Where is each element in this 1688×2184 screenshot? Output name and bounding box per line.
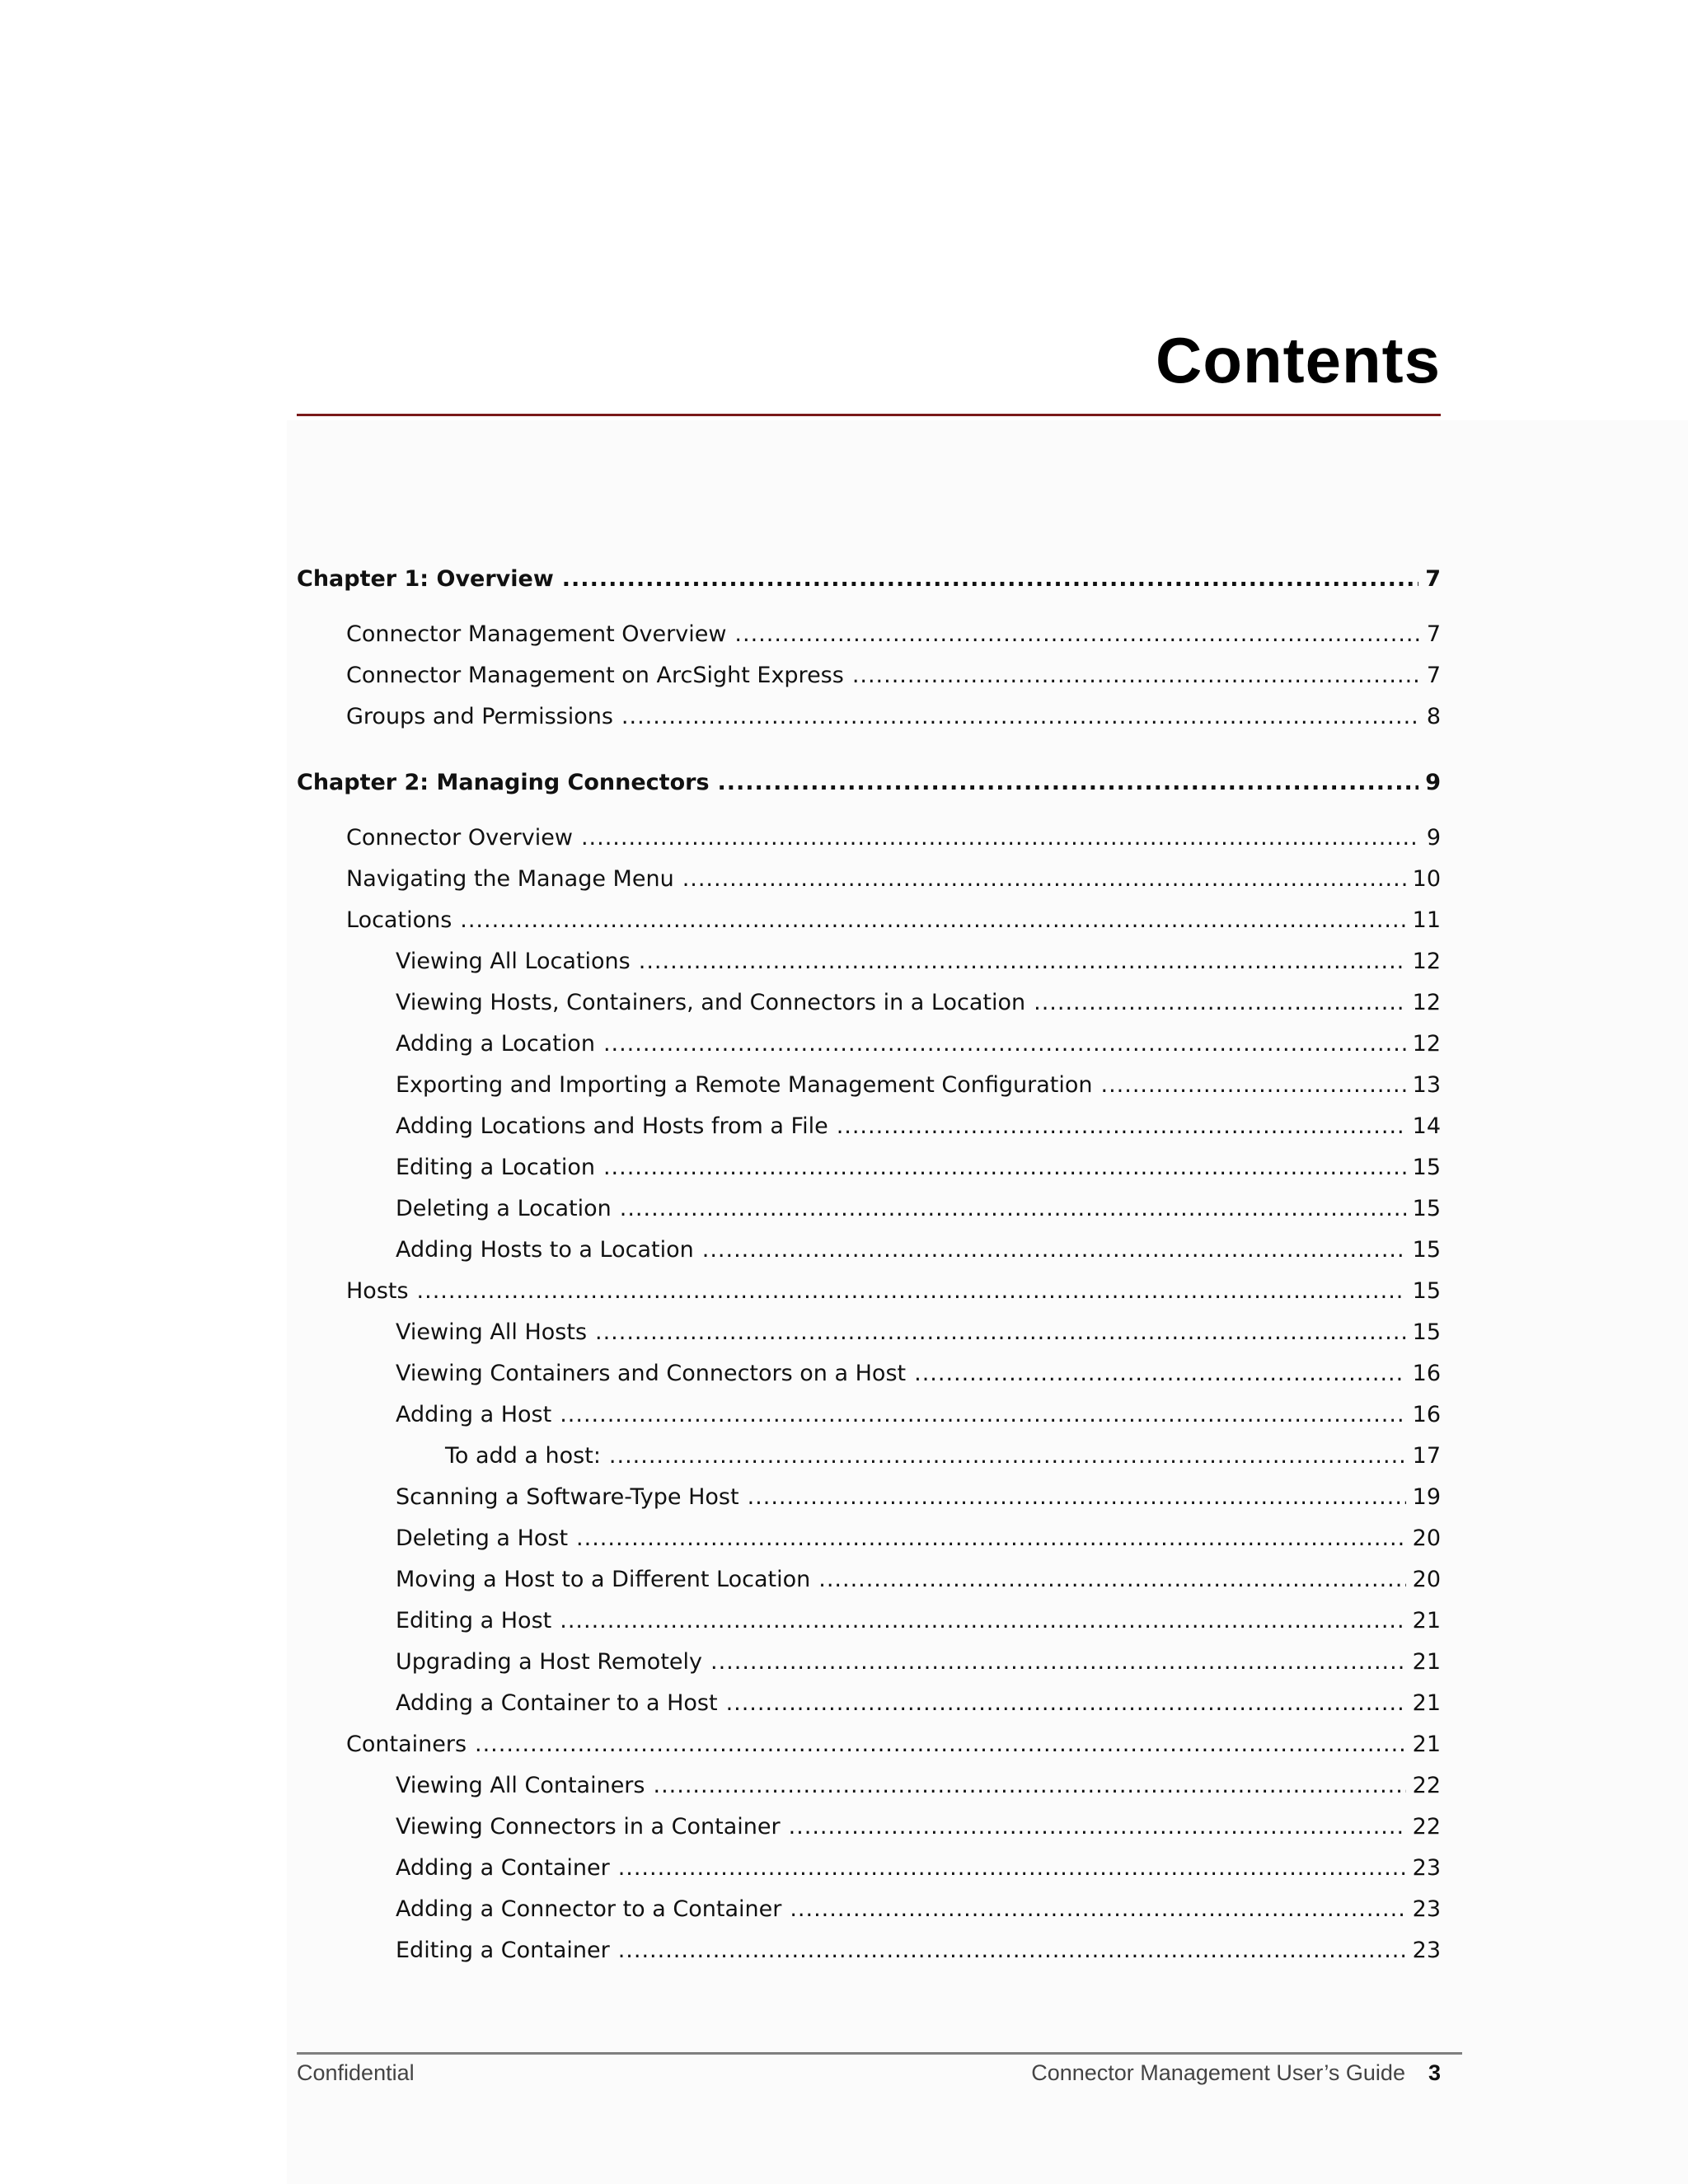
toc-entry-label: Moving a Host to a Different Location — [396, 1567, 811, 1592]
toc-entry-page: 7 — [1426, 621, 1441, 647]
toc-entry-page: 10 — [1412, 866, 1441, 892]
toc-leader-dots — [618, 1852, 1406, 1885]
toc-entry-label: Connector Management on ArcSight Express — [346, 663, 844, 688]
toc-leader-dots — [682, 863, 1406, 896]
toc-leader-dots — [789, 1811, 1406, 1844]
toc-entry-label: Viewing Connectors in a Container — [396, 1814, 781, 1840]
toc-entry[interactable] — [297, 1151, 1441, 1184]
toc-entry[interactable] — [297, 1646, 1441, 1679]
toc-entry-label: Deleting a Host — [396, 1526, 569, 1551]
page-title: Contents — [1156, 324, 1441, 396]
footer-rule — [297, 2052, 1462, 2055]
toc-leader-dots — [475, 1728, 1406, 1761]
footer-page-number: 3 — [1428, 2060, 1441, 2085]
toc-leader-dots — [748, 1481, 1406, 1514]
toc-entry-label: To add a host: — [445, 1443, 601, 1469]
toc-entry-page: 15 — [1412, 1155, 1441, 1180]
toc-entry[interactable] — [297, 1275, 1441, 1308]
toc-entry-label: Connector Management Overview — [346, 621, 727, 647]
toc-entry-label: Editing a Host — [396, 1608, 552, 1633]
toc-leader-dots — [718, 766, 1419, 799]
toc-leader-dots — [620, 1193, 1406, 1226]
toc-entry-page: 20 — [1412, 1567, 1441, 1592]
toc-entry-label: Editing a Location — [396, 1155, 595, 1180]
toc-entry[interactable] — [297, 1316, 1441, 1349]
toc-entry[interactable] — [297, 1234, 1441, 1267]
toc-entry[interactable] — [297, 659, 1441, 692]
toc-leader-dots — [417, 1275, 1406, 1308]
toc-entry-page: 8 — [1426, 704, 1441, 729]
toc-entry-page: 12 — [1412, 1031, 1441, 1057]
toc-entry[interactable] — [297, 1769, 1441, 1802]
toc-leader-dots — [1100, 1069, 1405, 1102]
toc-entry-label: Groups and Permissions — [346, 704, 613, 729]
toc-leader-dots — [639, 945, 1406, 978]
toc-leader-dots — [562, 563, 1418, 596]
toc-entry-label: Chapter 1: Overview — [297, 566, 554, 592]
toc-entry[interactable] — [297, 1028, 1441, 1061]
toc-leader-dots — [914, 1357, 1406, 1390]
toc-entry-page: 13 — [1412, 1072, 1441, 1098]
toc-entry-label: Adding a Host — [396, 1402, 552, 1427]
toc-entry-label: Viewing All Hosts — [396, 1319, 588, 1345]
toc-entry[interactable] — [297, 1728, 1441, 1761]
toc-entry-page: 11 — [1412, 907, 1441, 933]
toc-entry-label: Containers — [346, 1732, 467, 1757]
toc-entry-page: 14 — [1412, 1113, 1441, 1139]
toc-entry-page: 15 — [1412, 1278, 1441, 1304]
toc-chapter-1[interactable] — [297, 563, 1441, 596]
toc-entry[interactable] — [297, 1069, 1441, 1102]
toc-leader-dots — [852, 659, 1420, 692]
toc-entry-page: 9 — [1425, 770, 1441, 795]
toc-entry[interactable] — [297, 1934, 1441, 1967]
toc-entry-page: 15 — [1412, 1237, 1441, 1263]
toc-entry-label: Scanning a Software-Type Host — [396, 1484, 739, 1510]
toc-entry-page: 16 — [1412, 1361, 1441, 1386]
toc-entry[interactable] — [297, 1440, 1441, 1473]
toc-entry-page: 21 — [1412, 1649, 1441, 1675]
toc-entry[interactable] — [297, 822, 1441, 855]
toc-entry-label: Adding Hosts to a Location — [396, 1237, 694, 1263]
toc-entry[interactable] — [297, 1522, 1441, 1555]
toc-entry[interactable] — [297, 1481, 1441, 1514]
toc-entry-label: Viewing All Containers — [396, 1773, 645, 1798]
toc-entry-page: 9 — [1426, 825, 1441, 851]
toc-entry[interactable] — [297, 1811, 1441, 1844]
toc-chapter-2[interactable] — [297, 766, 1441, 799]
toc-entry-page: 23 — [1412, 1855, 1441, 1881]
toc-entry-page: 7 — [1425, 566, 1441, 592]
toc-entry-page: 20 — [1412, 1526, 1441, 1551]
toc-leader-dots — [560, 1605, 1405, 1638]
toc-leader-dots — [702, 1234, 1406, 1267]
toc-leader-dots — [609, 1440, 1406, 1473]
toc-entry-label: Hosts — [346, 1278, 409, 1304]
toc-entry[interactable] — [297, 1893, 1441, 1926]
toc-entry[interactable] — [297, 863, 1441, 896]
toc-entry[interactable] — [297, 1687, 1441, 1720]
toc-entry-label: Adding a Container to a Host — [396, 1690, 718, 1716]
toc-entry-page: 12 — [1412, 990, 1441, 1015]
toc-entry-page: 22 — [1412, 1814, 1441, 1840]
toc-leader-dots — [790, 1893, 1405, 1926]
toc-entry[interactable] — [297, 1852, 1441, 1885]
toc-entry[interactable] — [297, 1605, 1441, 1638]
toc-entry-page: 16 — [1412, 1402, 1441, 1427]
footer-confidential: Confidential — [297, 2060, 415, 2085]
toc-entry-page: 15 — [1412, 1196, 1441, 1221]
footer-guide — [1031, 2059, 1441, 2087]
toc-entry[interactable] — [297, 701, 1441, 733]
toc-entry-page: 19 — [1412, 1484, 1441, 1510]
toc-entry[interactable] — [297, 1193, 1441, 1226]
toc-entry-label: Adding a Location — [396, 1031, 595, 1057]
toc-leader-dots — [460, 904, 1405, 937]
toc-entry-label: Exporting and Importing a Remote Management Configuration — [396, 1072, 1093, 1098]
toc-entry-label: Upgrading a Host Remotely — [396, 1649, 703, 1675]
toc-leader-dots — [734, 618, 1419, 651]
toc-entry-page: 21 — [1412, 1608, 1441, 1633]
toc-leader-dots — [618, 1934, 1406, 1967]
toc-entry-label: Viewing Hosts, Containers, and Connectors in a Location — [396, 990, 1026, 1015]
toc-leader-dots — [603, 1028, 1406, 1061]
toc-entry-label: Chapter 2: Managing Connectors — [297, 770, 710, 795]
toc-entry-page: 23 — [1412, 1938, 1441, 1963]
toc-entry[interactable] — [297, 1110, 1441, 1143]
toc-entry-page: 22 — [1412, 1773, 1441, 1798]
title-rule — [297, 414, 1441, 416]
toc-entry[interactable] — [297, 1357, 1441, 1390]
toc-leader-dots — [621, 701, 1420, 733]
toc-entry-label: Editing a Container — [396, 1938, 610, 1963]
toc-leader-dots — [710, 1646, 1406, 1679]
toc-entry-label: Locations — [346, 907, 452, 933]
toc-entry-page: 23 — [1412, 1896, 1441, 1922]
toc-entry[interactable] — [297, 618, 1441, 651]
toc-leader-dots — [595, 1316, 1406, 1349]
footer-guide-title: Connector Management User’s Guide — [1031, 2060, 1405, 2085]
toc-leader-dots — [726, 1687, 1406, 1720]
toc-entry-label: Deleting a Location — [396, 1196, 612, 1221]
toc-entry-label: Viewing All Locations — [396, 949, 631, 974]
toc-leader-dots — [603, 1151, 1406, 1184]
toc-entry-label: Connector Overview — [346, 825, 573, 851]
toc-entry[interactable] — [297, 1563, 1441, 1596]
toc-entry-label: Adding a Container — [396, 1855, 610, 1881]
toc-leader-dots — [1034, 987, 1406, 1019]
toc-entry-label: Adding Locations and Hosts from a File — [396, 1113, 828, 1139]
toc-leader-dots — [581, 822, 1420, 855]
toc-entry-label: Navigating the Manage Menu — [346, 866, 674, 892]
toc-entry-label: Adding a Connector to a Container — [396, 1896, 782, 1922]
toc-entry[interactable] — [297, 904, 1441, 937]
toc-leader-dots — [576, 1522, 1406, 1555]
toc-leader-dots — [560, 1399, 1405, 1432]
toc-entry[interactable] — [297, 987, 1441, 1019]
toc-entry[interactable] — [297, 1399, 1441, 1432]
toc-leader-dots — [818, 1563, 1405, 1596]
toc-entry-label: Viewing Containers and Connectors on a Host — [396, 1361, 907, 1386]
toc-entry-page: 17 — [1412, 1443, 1441, 1469]
toc-entry-page: 7 — [1426, 663, 1441, 688]
toc-entry-page: 15 — [1412, 1319, 1441, 1345]
toc-leader-dots — [837, 1110, 1406, 1143]
toc-entry-page: 21 — [1412, 1690, 1441, 1716]
toc-entry[interactable] — [297, 945, 1441, 978]
toc-entry-page: 12 — [1412, 949, 1441, 974]
toc-leader-dots — [653, 1769, 1405, 1802]
toc-entry-page: 21 — [1412, 1732, 1441, 1757]
